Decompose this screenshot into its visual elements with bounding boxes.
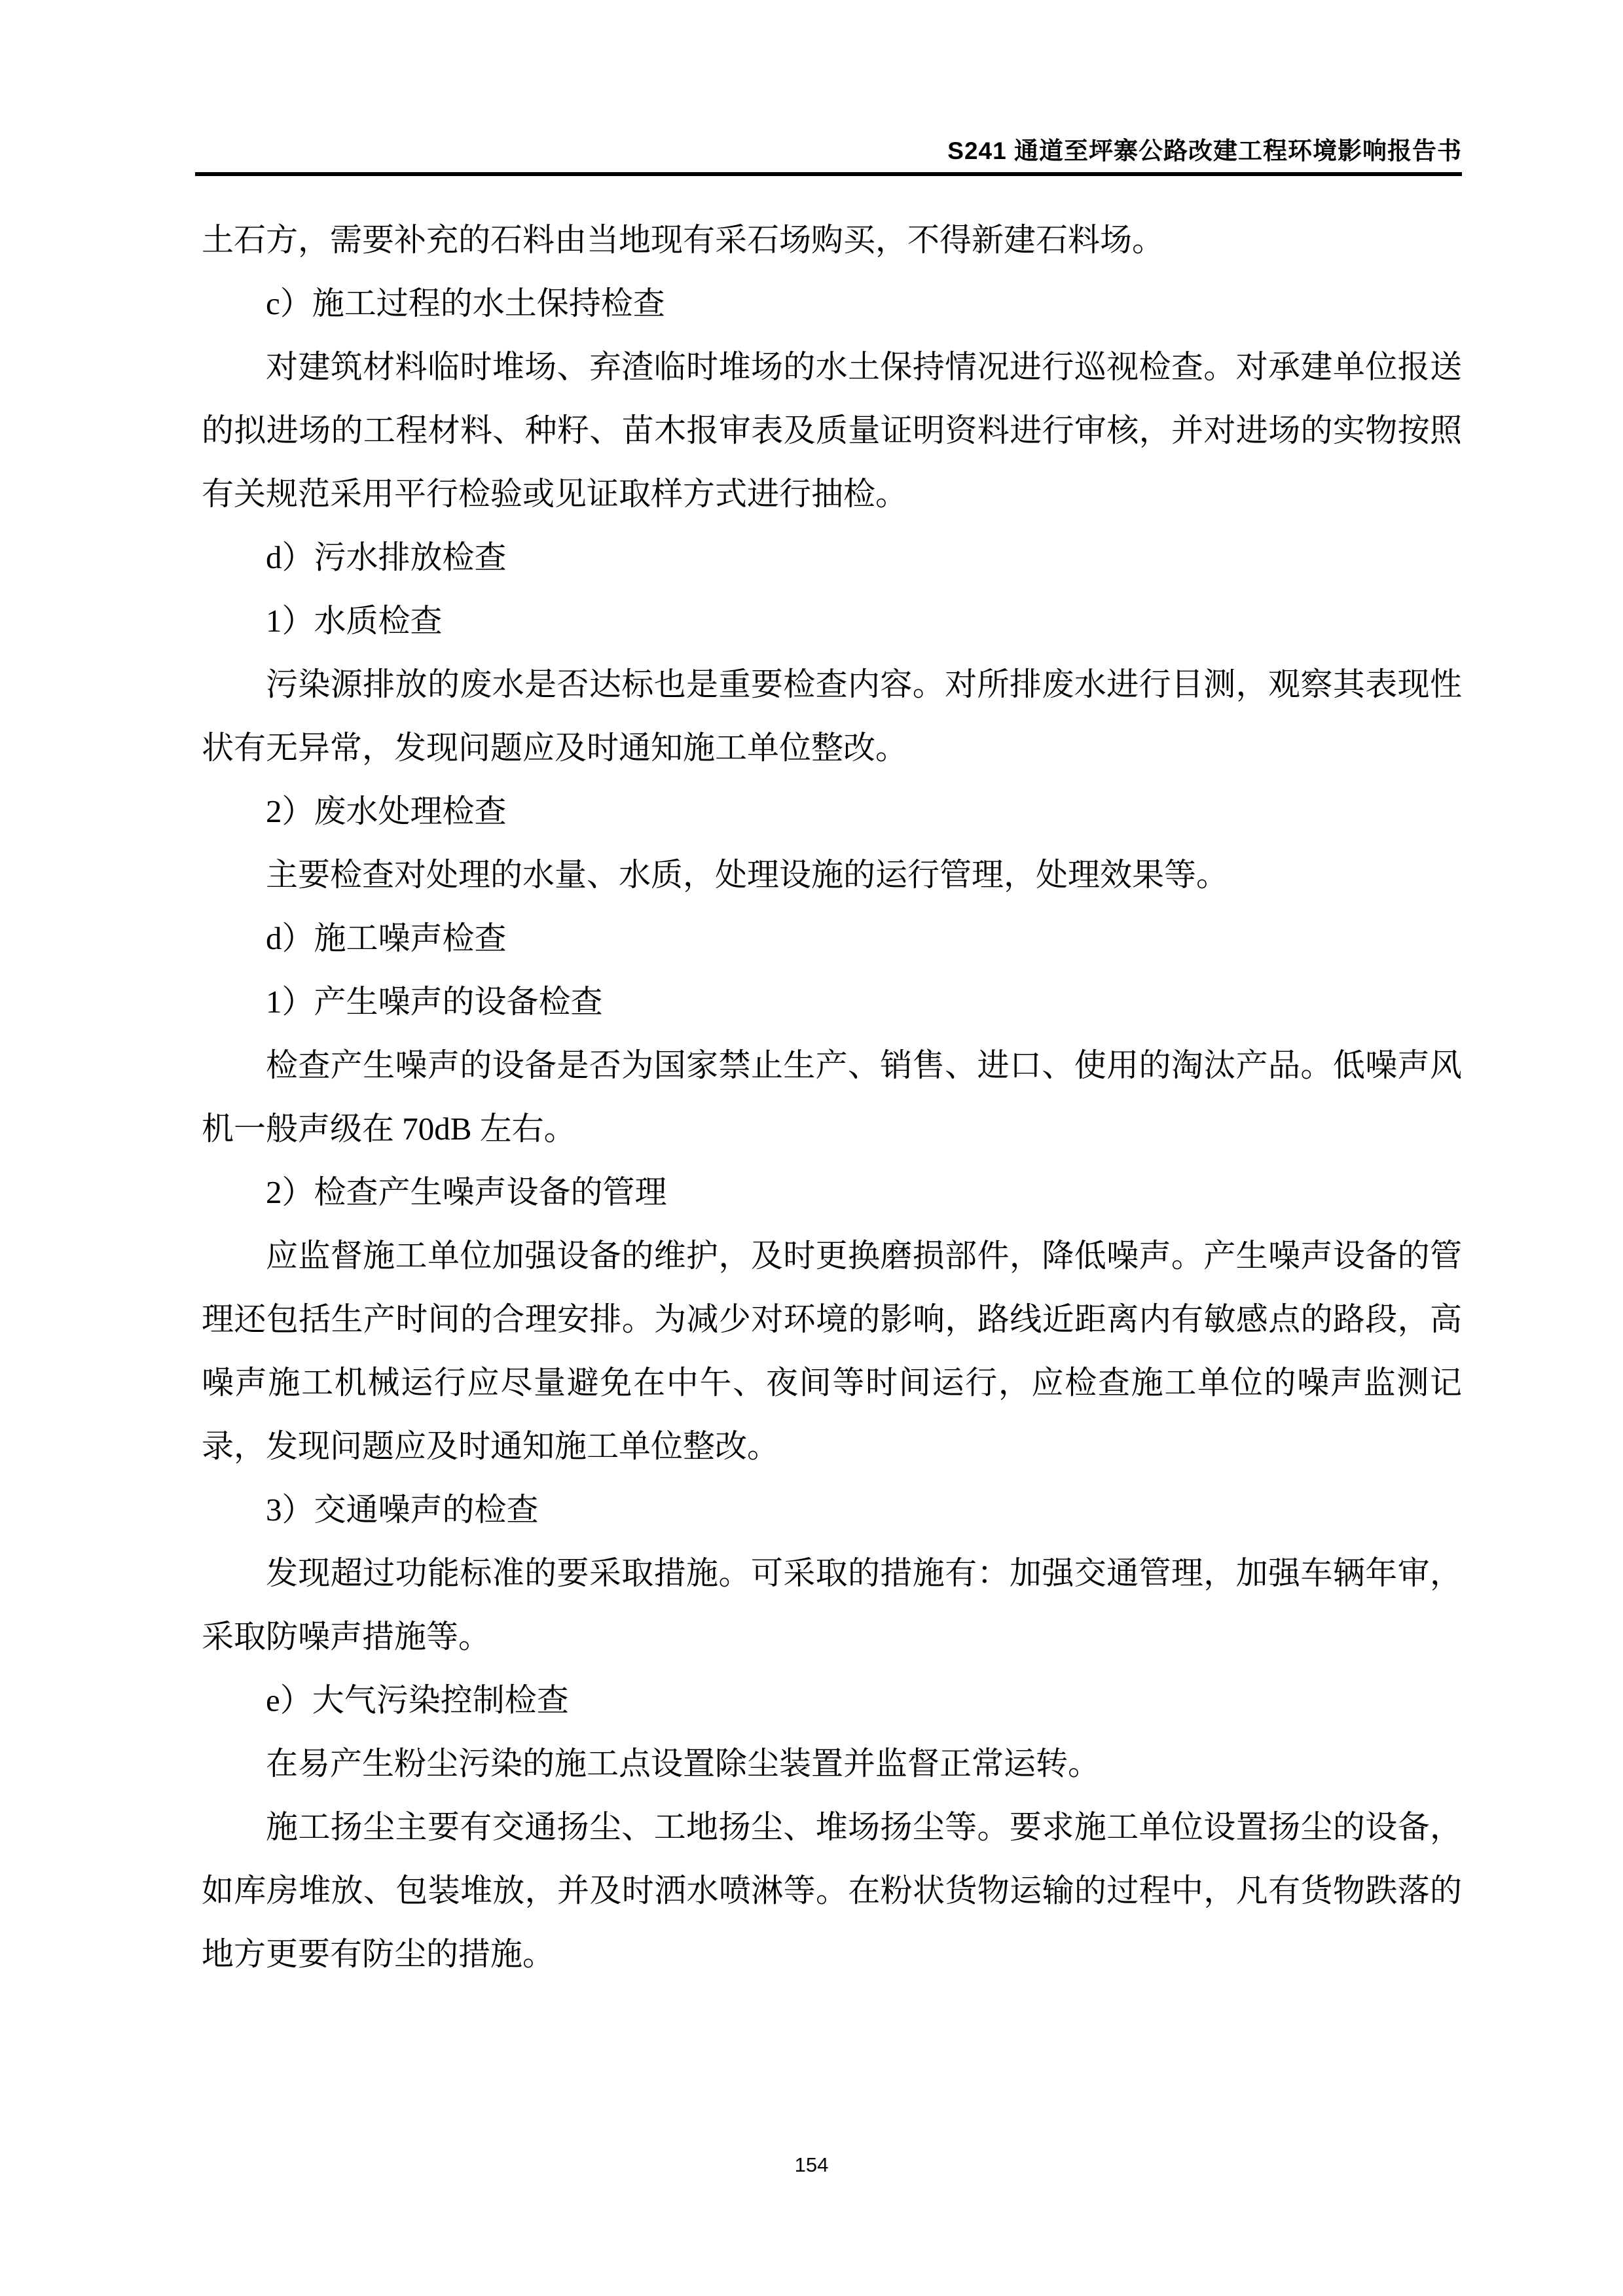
body-paragraph: 2）检查产生噪声设备的管理 xyxy=(266,1174,667,1210)
body-paragraph: 对建筑材料临时堆场、弃渣临时堆场的水土保持情况进行巡视检查。对承建单位报送的拟进场的工程材料、种籽、苗木报审表及质量证明资料进行审核，并对进场的实物按照有关规范采用平行检验或见证取样方式进行抽检。 xyxy=(202,349,1462,512)
body-paragraph: c）施工过程的水土保持检查 xyxy=(266,285,665,321)
body-paragraph: 3）交通噪声的检查 xyxy=(266,1492,539,1528)
body-paragraph: 污染源排放的废水是否达标也是重要检查内容。对所排废水进行目测，观察其表现性状有无异常，发现问题应及时通知施工单位整改。 xyxy=(202,666,1462,766)
document-body xyxy=(202,208,1462,1986)
header-rule xyxy=(195,172,1462,176)
body-paragraph: 施工扬尘主要有交通扬尘、工地扬尘、堆场扬尘等。要求施工单位设置扬尘的设备，如库房堆放、包装堆放，并及时洒水喷淋等。在粉状货物运输的过程中，凡有货物跌落的地方更要有防尘的措施。 xyxy=(202,1809,1462,1972)
body-paragraph: 检查产生噪声的设备是否为国家禁止生产、销售、进口、使用的淘汰产品。低噪声风机一般声级在 70dB 左右。 xyxy=(202,1047,1462,1147)
page-number: 154 xyxy=(794,2153,829,2176)
body-paragraph: 1）水质检查 xyxy=(266,603,443,639)
body-paragraph: 主要检查对处理的水量、水质，处理设施的运行管理，处理效果等。 xyxy=(266,857,1229,893)
body-paragraph: d）施工噪声检查 xyxy=(266,920,507,956)
body-paragraph: d）污水排放检查 xyxy=(266,539,507,575)
page-header-title: S241 通道至坪寨公路改建工程环境影响报告书 xyxy=(947,137,1462,164)
body-paragraph: 2）废水处理检查 xyxy=(266,793,507,829)
body-paragraph: 1）产生噪声的设备检查 xyxy=(266,984,603,1020)
body-paragraph: e）大气污染控制检查 xyxy=(266,1682,569,1718)
body-paragraph: 土石方，需要补充的石料由当地现有采石场购买，不得新建石料场。 xyxy=(202,222,1165,258)
body-paragraph: 发现超过功能标准的要采取措施。可采取的措施有：加强交通管理，加强车辆年审，采取防噪声措施等。 xyxy=(202,1555,1462,1655)
body-paragraph: 应监督施工单位加强设备的维护，及时更换磨损部件，降低噪声。产生噪声设备的管理还包括生产时间的合理安排。为减少对环境的影响，路线近距离内有敏感点的路段，高噪声施工机械运行应尽量避免在中午、夜间等时间运行，应检查施工单位的噪声监测记录，发现问题应及时通知施工单位整改。 xyxy=(202,1238,1462,1464)
body-paragraph: 在易产生粉尘污染的施工点设置除尘装置并监督正常运转。 xyxy=(266,1746,1101,1782)
